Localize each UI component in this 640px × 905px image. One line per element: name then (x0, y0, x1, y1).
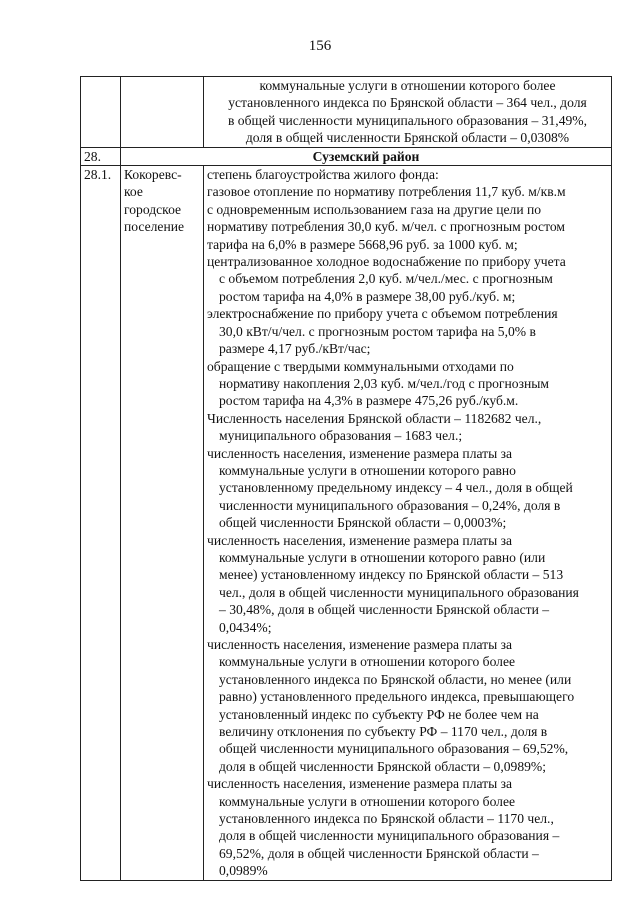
text-line: – 30,48%, доля в общей численности Брянской области – (219, 602, 550, 618)
text-line: общей численности Брянской области – 0,0003%; (219, 515, 507, 531)
text-line: коммунальные услуги в отношении которого более (219, 654, 516, 670)
text-line: нормативу потребления 30,0 куб. м/чел. с прогнозным ростом (207, 219, 565, 235)
municipality-name (121, 166, 204, 881)
text-line: обращение с твердыми коммунальными отходами по (207, 358, 514, 374)
text-line: численность населения, изменение размера платы за (207, 776, 513, 792)
text-line: с одновременным использованием газа на другие цели по (207, 201, 542, 217)
text-line: коммунальные услуги в отношении которого равно (219, 462, 516, 478)
text-line: размере 4,17 руб./кВт/час; (219, 341, 371, 357)
entry-number: 28.1. (81, 166, 121, 881)
text-line: равно) установленного предельного индекса, превышающего (219, 689, 575, 705)
text-line: газовое отопление по нормативу потребления 11,7 куб. м/кв.м (207, 184, 566, 200)
municipality-cell (121, 77, 204, 148)
continuation-text (204, 77, 612, 148)
text-line: ростом тарифа на 4,3% в размере 475,26 руб./куб.м. (219, 393, 519, 409)
text-line: электроснабжение по прибору учета с объемом потребления (207, 306, 558, 322)
row-number-cell (81, 77, 121, 148)
text-line: 0,0989% (219, 863, 268, 879)
text-line: централизованное холодное водоснабжение по прибору учета (207, 254, 566, 270)
table-row-district (81, 147, 612, 165)
text-line: в общей численности муниципального образования – 31,49%, (227, 112, 588, 128)
text-line: ростом тарифа на 4,0% в размере 38,00 руб./куб. м; (219, 288, 516, 304)
table-row-continuation (81, 77, 612, 148)
text-line: чел., доля в общей численности муниципального образования (219, 584, 579, 600)
text-line: установленный индекс по субъекту РФ не более чем на (219, 706, 539, 722)
text-line: 30,0 кВт/ч/чел. с прогнозным ростом тарифа на 5,0% в (219, 323, 536, 339)
text-line: 69,52%, доля в общей численности Брянской области – (219, 845, 539, 861)
text-line: коммунальные услуги в отношении которого равно (или (219, 549, 546, 565)
entry-description (204, 166, 612, 881)
text-line: коммунальные услуги в отношении которого более (219, 793, 516, 809)
municipality-name-line: кое (124, 184, 143, 200)
text-line: общей численности муниципального образования – 69,52%, (219, 741, 569, 757)
district-number: 28. (81, 147, 121, 165)
text-line: с объемом потребления 2,0 куб. м/чел./мес. с прогнозным (219, 271, 553, 287)
text-line: численность населения, изменение размера платы за (207, 532, 513, 548)
text-line: доля в общей численности Брянской области – 0,0989%; (219, 758, 547, 774)
text-line: численности муниципального образования – 0,24%, доля в (219, 497, 561, 513)
text-line: муниципального образования – 1683 чел.; (219, 428, 463, 444)
text-line: величину отклонения по субъекту РФ – 1170 чел., доля в (219, 724, 548, 740)
page-number: 156 (308, 38, 332, 54)
municipality-name-line: городское (124, 201, 182, 217)
text-line: доля в общей численности Брянской области – 0,0308% (245, 130, 570, 146)
text-line: тарифа на 6,0% в размере 5668,96 руб. за 1000 куб. м; (207, 236, 518, 252)
text-line: численность населения, изменение размера платы за (207, 445, 513, 461)
text-line: Численность населения Брянской области – 1182682 чел., (207, 410, 542, 426)
text-line: установленному предельному индексу – 4 чел., доля в общей (219, 480, 573, 496)
text-line: степень благоустройства жилого фонда: (207, 167, 439, 183)
text-line: установленного индекса по Брянской области – 1170 чел., (219, 811, 554, 827)
text-line: коммунальные услуги в отношении которого более (259, 78, 556, 93)
data-table (80, 76, 612, 881)
text-line: менее) установленному индексу по Брянской области – 513 (219, 567, 564, 583)
text-line: доля в общей численности муниципального образования – (219, 828, 560, 844)
text-line: 0,0434%; (219, 619, 272, 635)
text-line: установленного индекса по Брянской области, но менее (или (219, 671, 572, 687)
municipality-name-line: Кокоревс- (124, 167, 182, 183)
text-line: численность населения, изменение размера платы за (207, 637, 513, 652)
text-line: нормативу накопления 2,03 куб. м/чел./год с прогнозным (219, 375, 549, 391)
district-title: Суземский район (121, 147, 612, 165)
table-row-entry (81, 166, 612, 881)
municipality-name-line: поселение (124, 219, 185, 235)
text-line: установленного индекса по Брянской области – 364 чел., доля (228, 95, 587, 111)
